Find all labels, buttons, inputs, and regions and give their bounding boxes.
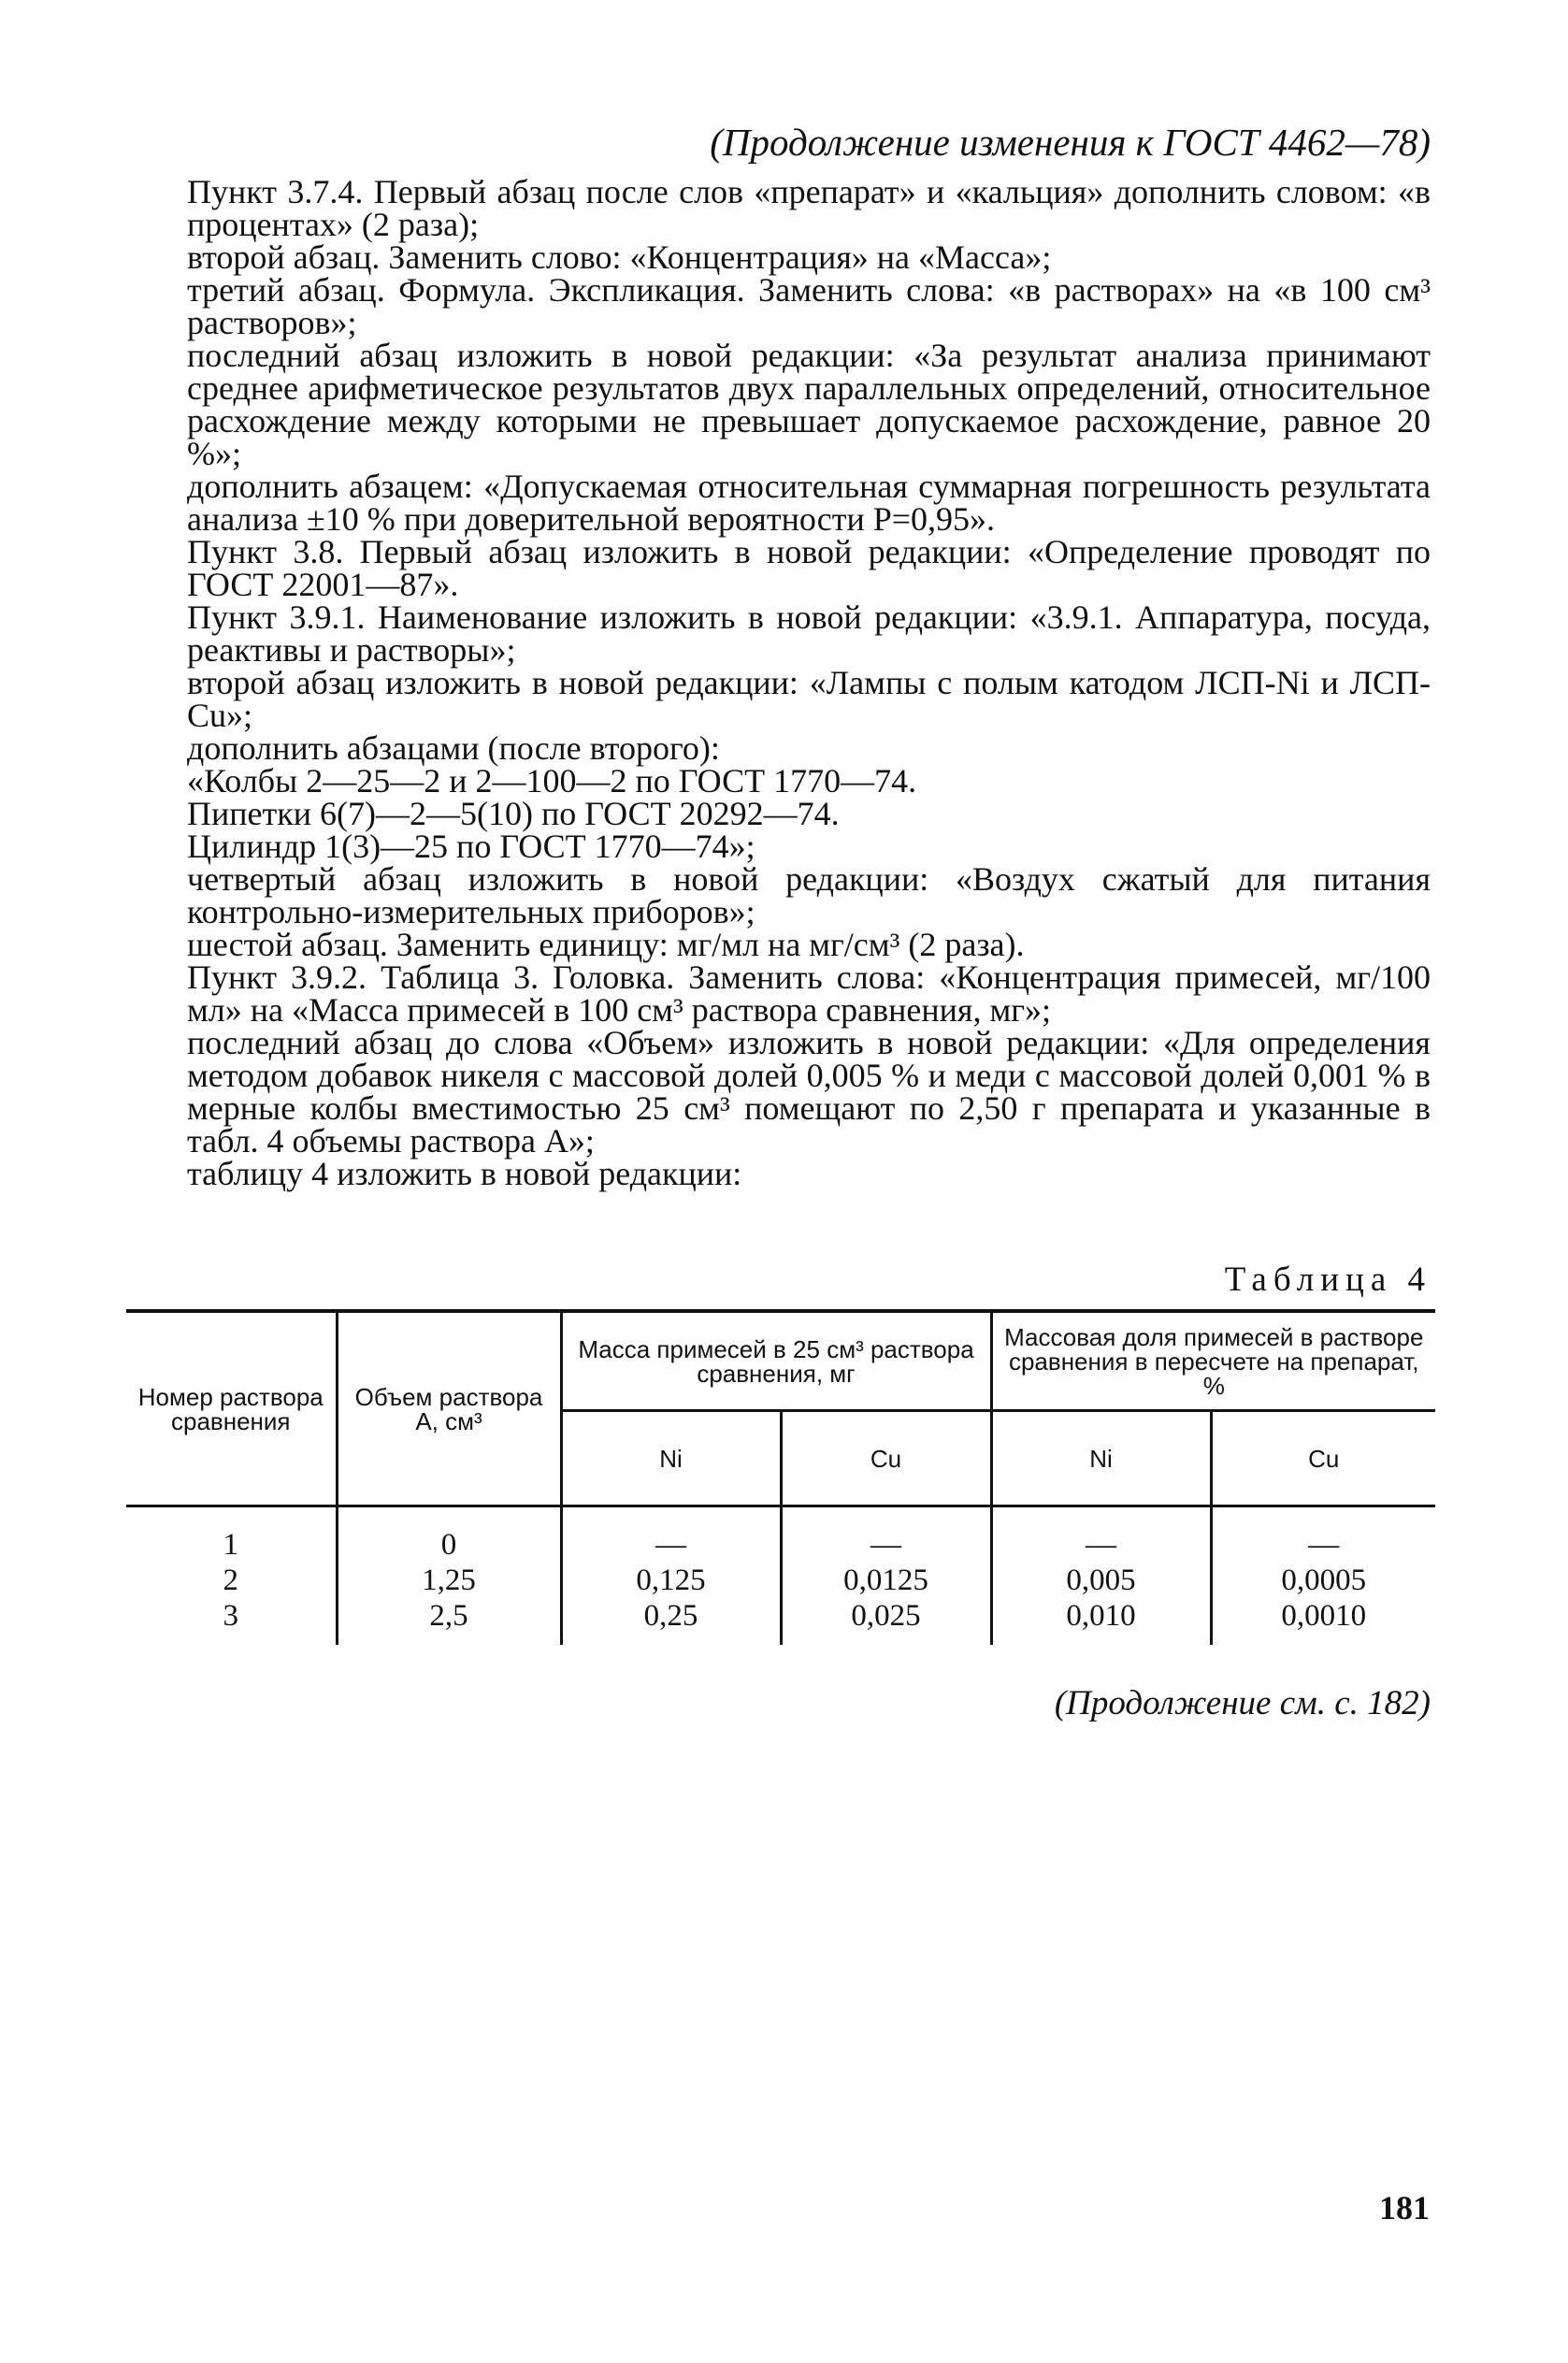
paragraph: Пункт 3.9.2. Таблица 3. Головка. Заменить слова: «Концентрация примесей, мг/100 мл» на «Масса примесей в 100 см³ раствора сравнения, мг»; [187, 958, 1431, 1029]
cell-number: 2 [223, 1563, 238, 1597]
paragraph: таблицу 4 изложить в новой редакции: [187, 1155, 742, 1192]
page-number: 181 [1379, 2189, 1430, 2226]
cell-ni-mass: 0,25 [561, 1599, 781, 1645]
cell-cu-fraction: 0,0010 [1211, 1599, 1435, 1645]
cell-cu-mass: 0,025 [781, 1599, 991, 1645]
cell-cu-mass: — [781, 1506, 991, 1564]
cell-ni-mass: — [561, 1506, 781, 1564]
cell-volume: 1,25 [337, 1563, 561, 1599]
paragraph: дополнить абзацем: «Допускаемая относительная суммарная погрешность результата анализа ±10 % при доверительной вероятности P=0,95». [187, 468, 1431, 538]
header-fraction-group: Массовая доля примесей в растворе сравнения в пересчете на препарат, % [991, 1311, 1435, 1411]
paragraph: Пункт 3.9.1. Наименование изложить в новой редакции: «3.9.1. Аппаратура, посуда, реактивы и растворы»; [187, 598, 1431, 669]
paragraph: Пипетки 6(7)—2—5(10) по ГОСТ 20292—74. [187, 795, 840, 832]
cell-number: 3 [223, 1599, 238, 1633]
cell-ni-fraction: 0,005 [991, 1563, 1211, 1599]
cell-cu-fraction: — [1211, 1506, 1435, 1564]
cell-number: 1 [223, 1528, 238, 1562]
table-caption: Таблица 4 [1224, 1261, 1431, 1299]
paragraph: Пункт 3.7.4. Первый абзац после слов «препарат» и «кальция» дополнить словом: «в процентах» (2 раза); [187, 173, 1431, 243]
continuation-footer: (Продолжение см. с. 182) [1054, 1684, 1431, 1722]
header-cu-mass: Cu [781, 1411, 991, 1506]
header-ni-fraction: Ni [991, 1411, 1211, 1506]
cell-ni-fraction: — [991, 1506, 1211, 1564]
cell-ni-mass: 0,125 [561, 1563, 781, 1599]
table-row [126, 1506, 1435, 1564]
paragraph: второй абзац изложить в новой редакции: «Лампы с полым катодом ЛСП-Ni и ЛСП-Cu»; [187, 664, 1431, 734]
paragraph: Пункт 3.8. Первый абзац изложить в новой редакции: «Определение проводят по ГОСТ 22001—87». [187, 533, 1431, 603]
paragraph: Цилиндр 1(3)—25 по ГОСТ 1770—74»; [187, 828, 755, 865]
cell-volume: 2,5 [337, 1599, 561, 1645]
paragraph: последний абзац изложить в новой редакции: «За результат анализа принимают среднее арифметическое результатов двух параллельных определений, относительное расхождение между которыми не превышает допускаемое расхождение, равное 20 %»; [187, 337, 1431, 472]
paragraph: четвертый абзац изложить в новой редакции: «Воздух сжатый для питания контрольно-измерительных приборов»; [187, 860, 1431, 930]
continuation-header: (Продолжение изменения к ГОСТ 4462—78) [710, 121, 1431, 164]
paragraph: третий абзац. Формула. Экспликация. Заменить слова: «в растворах» на «в 100 см³ растворов»; [187, 271, 1431, 341]
amendment-text [187, 173, 1431, 1192]
paragraph: второй абзац. Заменить слово: «Концентрация» на «Масса»; [187, 238, 1052, 276]
header-mass-group: Масса примесей в 25 см³ раствора сравнения, мг [561, 1311, 991, 1411]
table-row [126, 1599, 1435, 1645]
paragraph: шестой абзац. Заменить единицу: мг/мл на мг/см³ (2 раза). [187, 926, 1025, 963]
header-volume: Объем раствора А, см³ [337, 1311, 561, 1506]
paragraph: дополнить абзацами (после второго): [187, 729, 720, 767]
cell-cu-fraction: 0,0005 [1211, 1563, 1435, 1599]
cell-cu-mass: 0,0125 [781, 1563, 991, 1599]
paragraph: «Колбы 2—25—2 и 2—100—2 по ГОСТ 1770—74. [187, 762, 917, 800]
cell-volume: 0 [337, 1506, 561, 1564]
table-4 [126, 1309, 1435, 1645]
header-ni-mass: Ni [561, 1411, 781, 1506]
table-row [126, 1563, 1435, 1599]
cell-ni-fraction: 0,010 [991, 1599, 1211, 1645]
paragraph: последний абзац до слова «Объем» изложить в новой редакции: «Для определения методом добавок никеля с массовой долей 0,005 % и меди с массовой долей 0,001 % в мерные колбы вместимостью 25 см³ помещают по 2,50 г препарата и указанные в табл. 4 объемы раствора А»; [187, 1024, 1431, 1160]
header-solution-number: Номер раствора сравнения [137, 1382, 324, 1435]
header-cu-fraction: Cu [1211, 1411, 1435, 1506]
